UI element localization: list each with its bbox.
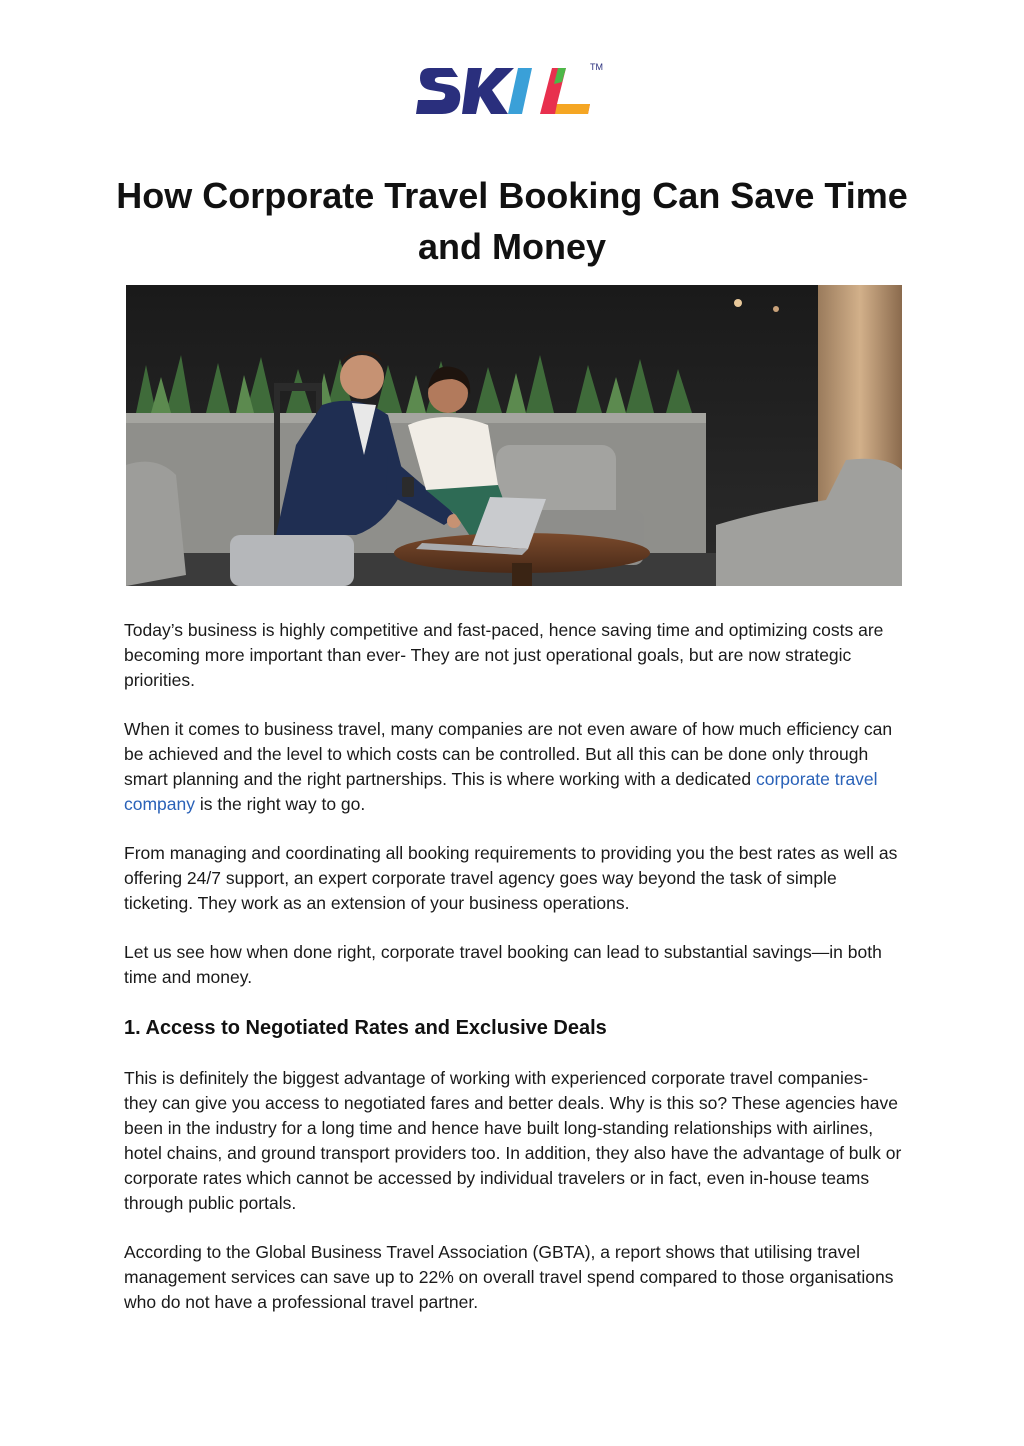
intro-paragraph-3: From managing and coordinating all booking requirements to providing you the best rates as well as offering 24/7 support, an expert corporate travel agency goes way beyond the task of simple ticketing. They work as an extension of your business operations. — [124, 843, 898, 913]
trademark-mark: TM — [590, 62, 603, 72]
page-title: How Corporate Travel Booking Can Save Time and Money — [116, 175, 908, 267]
hero-image — [126, 285, 902, 586]
brand-logo — [412, 56, 612, 136]
corporate-travel-company-link[interactable]: corporate travel company — [124, 769, 878, 814]
section-paragraph-2: According to the Global Business Travel Association (GBTA), a report shows that utilising travel management services can save up to 22% on overall travel spend compared to those organisations who do not have a professional travel partner. — [124, 1242, 894, 1312]
section-heading: 1. Access to Negotiated Rates and Exclusive Deals — [124, 1017, 607, 1039]
paragraph-text: When it comes to business travel, many companies are not even aware of how much efficiency can be achieved and the level to which costs can be controlled. But all this can be done only through smart planning and the right partnerships. This is where working with a dedicated — [124, 719, 893, 789]
article-body — [124, 618, 904, 1339]
section-paragraph-1: This is definitely the biggest advantage of working with experienced corporate travel companies- they can give you access to negotiated fares and better deals. Why is this so? These agencies have been in the industry for a long time and hence have built long-standing relationships with airlines, hotel chains, and ground transport providers too. In addition, they also have the advantage of bulk or corporate rates which cannot be accessed by individual travelers or in fact, even in-house teams through public portals. — [124, 1068, 902, 1213]
intro-paragraph-1: Today’s business is highly competitive and fast-paced, hence saving time and optimizing costs are becoming more important than ever- They are not just operational goals, but are now strategic priorities. — [124, 620, 884, 690]
paragraph-text: is the right way to go. — [195, 794, 366, 814]
intro-paragraph-4: Let us see how when done right, corporate travel booking can lead to substantial savings—in both time and money. — [124, 942, 882, 987]
intro-paragraph-2 — [124, 717, 904, 817]
